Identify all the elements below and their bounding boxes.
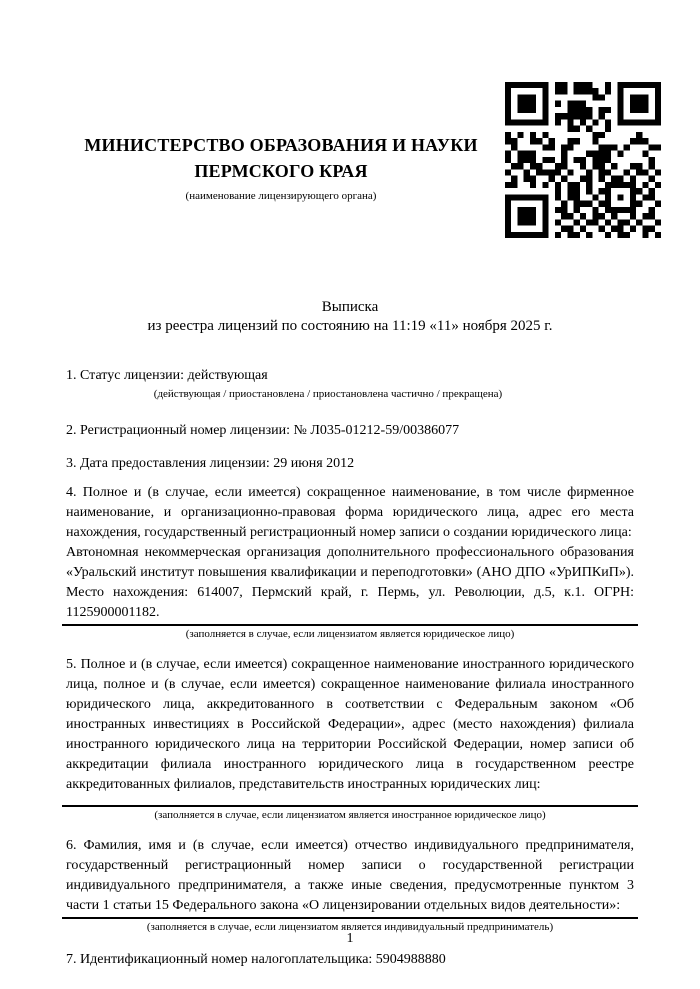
field-entrepreneur-note: (заполняется в случае, если лицензиатом является индивидуальный предприниматель) [146, 921, 554, 933]
qr-code-icon [505, 82, 661, 238]
document-header [0, 0, 700, 238]
field-entrepreneur-question: 6. Фамилия, имя и (в случае, если имеется) отчество индивидуального предпринимателя, государственный регистрационный номер записи о государственной регистрации индивидуального предпринимателя, а также иные сведения, предусмотренные пунктом 3 части 1 статьи 15 Федерального закона «О лицензировании отдельных видов деятельности»: [66, 838, 634, 913]
document-title [0, 298, 700, 336]
field-license-status: 1. Статус лицензии: действующая [66, 368, 268, 383]
field-foreign-entity-question: 5. Полное и (в случае, если имеется) сокращенное наименование иностранного юридического лица, полное и (в случае, если имеется) сокращенное наименование филиала иностранного юридического лица, аккредитованного в соответствии с Федеральным законом «Об иностранных инвестициях в Российской Федерации», адрес (место нахождения) филиала иностранного юридического лица на территории Российской Федерации, номер записи об аккредитации филиала иностранного юридического лица в государственном реестре аккредитованных филиалов, представительств иностранных юридических лиц: [66, 657, 634, 792]
title-line1: Выписка [321, 299, 379, 315]
field-taxpayer-number: 7. Идентификационный номер налогоплательщика: 5904988880 [66, 952, 446, 967]
field-grant-date: 3. Дата предоставления лицензии: 29 июня 2012 [66, 456, 355, 471]
ministry-caption: (наименование лицензирующего органа) [185, 190, 377, 202]
licensing-authority-block [57, 132, 505, 203]
title-line2: из реестра лицензий по состоянию на 11:19 «11» ноября 2025 г. [147, 318, 553, 334]
field-legal-entity-note: (заполняется в случае, если лицензиатом является юридическое лицо) [185, 628, 515, 640]
field-legal-entity-question: 4. Полное и (в случае, если имеется) сокращенное наименование, в том числе фирменное наименование, и организационно-правовая форма юридического лица, адрес его места нахождения, государственный регистрационный номер записи о создании юридического лица: [66, 485, 634, 540]
fill-line-entrepreneur [62, 917, 638, 919]
field-license-status-note: (действующая / приостановлена / приостановлена частично / прекращена) [153, 388, 503, 400]
document-body [66, 366, 634, 970]
ministry-name-line2: ПЕРМСКОГО КРАЯ [194, 161, 368, 181]
ministry-name-line1: МИНИСТЕРСТВО ОБРАЗОВАНИЯ И НАУКИ [84, 135, 478, 155]
field-registration-number: 2. Регистрационный номер лицензии: № Л035-01212-59/00386077 [66, 423, 460, 438]
page-number: 1 [346, 931, 354, 946]
fill-line-foreign-entity [62, 805, 638, 807]
field-foreign-entity-note: (заполняется в случае, если лицензиатом является иностранное юридическое лицо) [154, 809, 546, 821]
field-legal-entity-answer: Автономная некоммерческая организация дополнительного профессионального образования «Уральский институт повышения квалификации и переподготовки» (АНО ДПО «УрИПКиП»). Место нахождения: 614007, Пермский край, г. Пермь, ул. Революции, д.5, к.1. ОГРН: 1125900001182. [66, 545, 634, 620]
fill-line-legal-entity [62, 624, 638, 626]
